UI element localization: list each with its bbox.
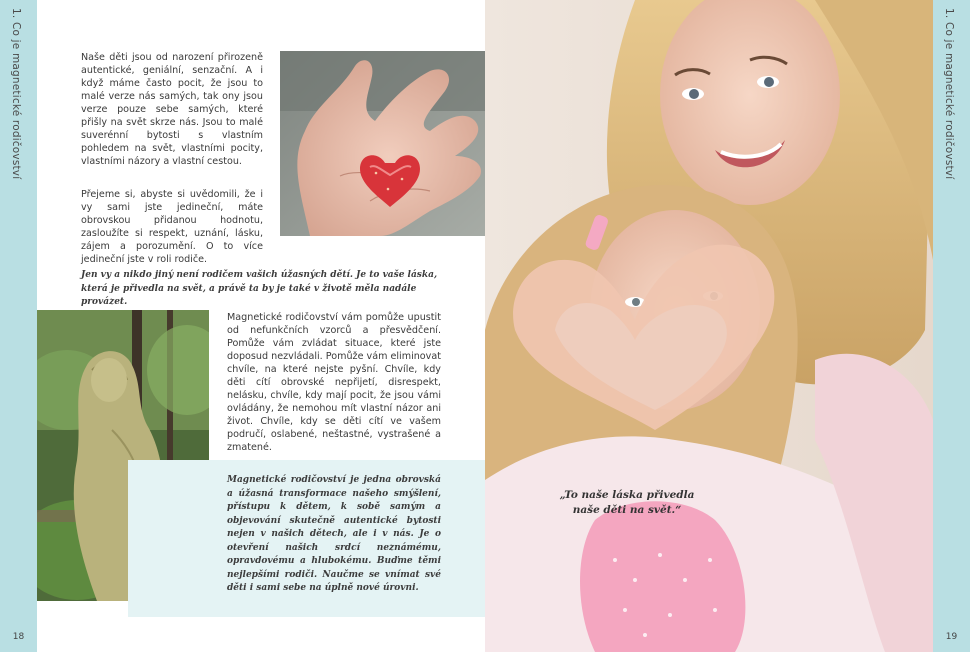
mother-daughter-photo: [485, 0, 933, 652]
left-sidebar: [0, 0, 37, 652]
hand-heart-photo: [280, 51, 485, 236]
photo-caption: „To naše láska přivedla naše děti na svět.“: [559, 489, 695, 516]
quote-2: Magnetické rodičovství je jedna obrovská a úžasná transformace našeho smýšlení, přístupu k dětem, k sobě samým a objevování skutečně autentické bytosti nejen v našich dětech, ale i v nás. Je o otevření našich srdcí neznámému, opravdovému a hlubokému. Buďme těmi nejlepšími rodiči. Naučme se vnímat své děti i sami sebe na úplně nové úrovni.: [227, 475, 441, 593]
paragraph-2: Přejeme si, abyste si uvědomili, že i vy sami jste jedineční, máte obrovskou přidanou hodnotu, zasloužíte si respekt, uznání, lásku, zájem a porozumění. O to více jedineční jste v roli rodiče.: [81, 189, 263, 265]
left-page: [37, 0, 485, 652]
right-sidebar: [933, 0, 970, 652]
right-page: [485, 0, 933, 652]
quote-1: Jen vy a nikdo jiný není rodičem vašich úžasných dětí. Je to vaše láska, která je přivedla na svět, a právě ta by je také v životě měla nadále provázet.: [81, 270, 438, 307]
chapter-title-left: 1. Co je magnetické rodičovství: [10, 8, 22, 180]
paragraph-3: Magnetické rodičovství vám pomůže upustit od nefunkčních vzorců a přesvědčení. Pomůže vám zvládat situace, které jste doposud nezvládali. Pomůže vám eliminovat chvíle, na které nejste pyšní. Chvíle, kdy děti cítí obrovské nepřijetí, disrespekt, nelásku, chvíle, kdy mají pocit, že jsou vámi ovládány, že nemohou mít vlastní názor ani život. Chvíle, kdy se děti cítí ve vašem područí, oslabené, neštastné, vystrašené a zmatené.: [227, 312, 441, 453]
page-number-left: 18: [12, 632, 25, 642]
page-number-right: 19: [945, 632, 958, 642]
paragraph-1: Naše děti jsou od narození přirozeně autentické, geniální, senzační. A i když máme často pocit, že jsou to malé verze nás samých, tak ony jsou verze pouze sebe samých, které přišly na svět skrze nás. Jsou to malé suverénní bytosti s vlastním pohledem na svět, vlastními pocity, vlastními názory a vlastní cestou.: [81, 52, 263, 167]
chapter-title-right: 1. Co je magnetické rodičovství: [943, 8, 955, 180]
